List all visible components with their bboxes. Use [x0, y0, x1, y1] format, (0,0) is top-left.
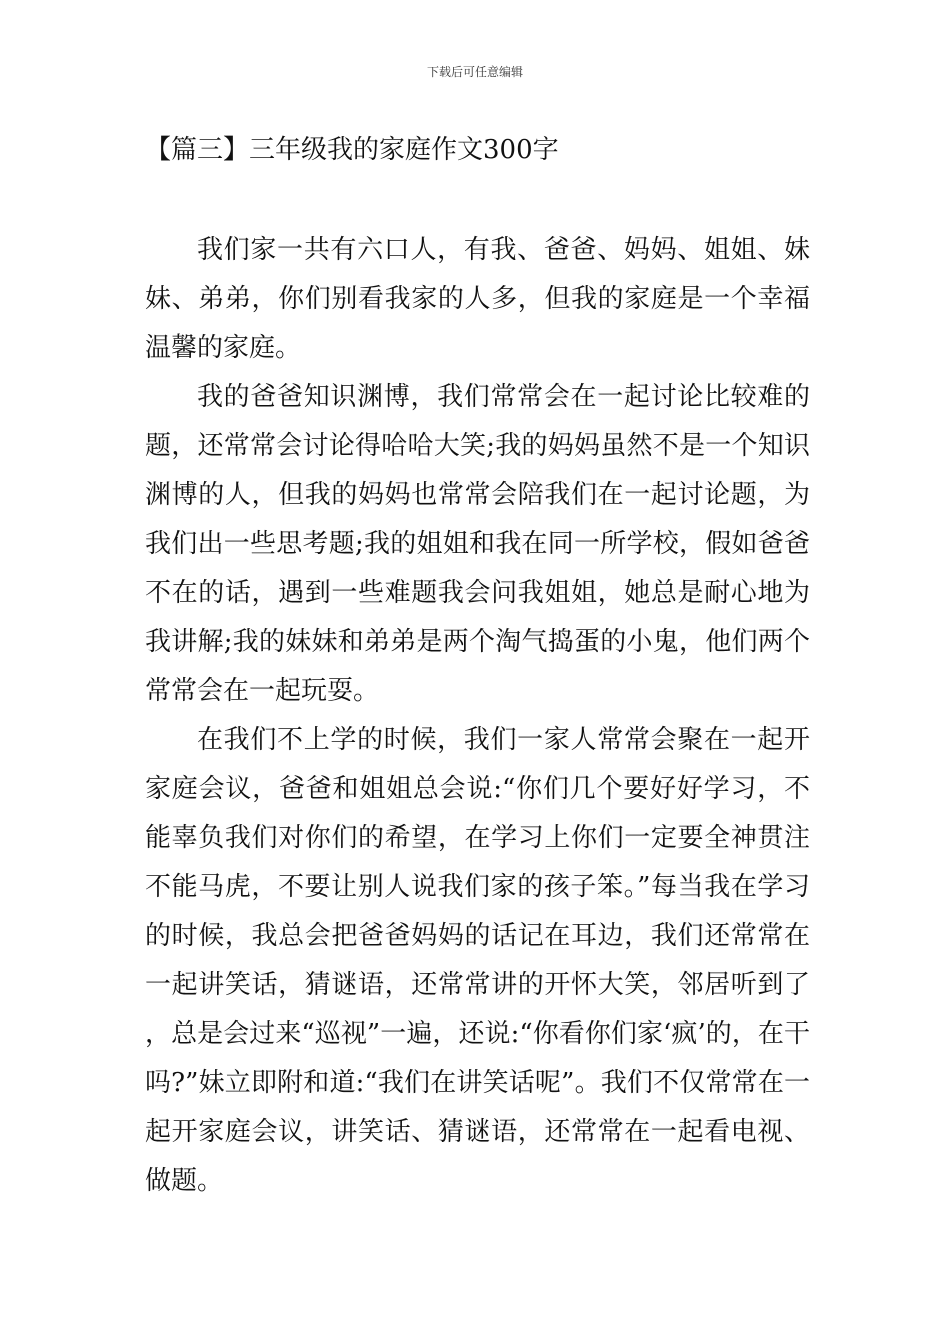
paragraph-3: 在我们不上学的时候，我们一家人常常会聚在一起开家庭会议，爸爸和姐姐总会说:“你们几个要好好学习，不能辜负我们对你们的希望，在学习上你们一定要全神贯注不能马虎，不要让别人说我们家的孩子笨。”每当我在学习的时候，我总会把爸爸妈妈的话记在耳边，我们还常常在一起讲笑话，猜谜语，还常常讲的开怀大笑，邻居听到了，总是会过来“巡视”一遍，还说:“你看你们家‘疯’的，在干吗?”妹立即附和道:“我们在讲笑话呢”。我们不仅常常在一起开家庭会议，讲笑话、猜谜语，还常常在一起看电视、做题。 — [145, 725, 810, 1196]
paragraph-2: 我的爸爸知识渊博，我们常常会在一起讨论比较难的题，还常常会讨论得哈哈大笑;我的妈妈虽然不是一个知识渊博的人，但我的妈妈也常常会陪我们在一起讨论题，为我们出一些思考题;我的姐姐和我在同一所学校，假如爸爸不在的话，遇到一些难题我会问我姐姐，她总是耐心地为我讲解;我的妹妹和弟弟是两个淘气捣蛋的小鬼，他们两个常常会在一起玩耍。 — [145, 382, 810, 706]
document-body — [145, 226, 810, 1206]
page-header: 下载后可任意编辑 — [426, 65, 523, 79]
document-title: 【篇三】三年级我的家庭作文300字 — [145, 135, 559, 165]
paragraph-1: 我们家一共有六口人，有我、爸爸、妈妈、姐姐、妹妹、弟弟，你们别看我家的人多，但我的家庭是一个幸福温馨的家庭。 — [145, 235, 810, 363]
